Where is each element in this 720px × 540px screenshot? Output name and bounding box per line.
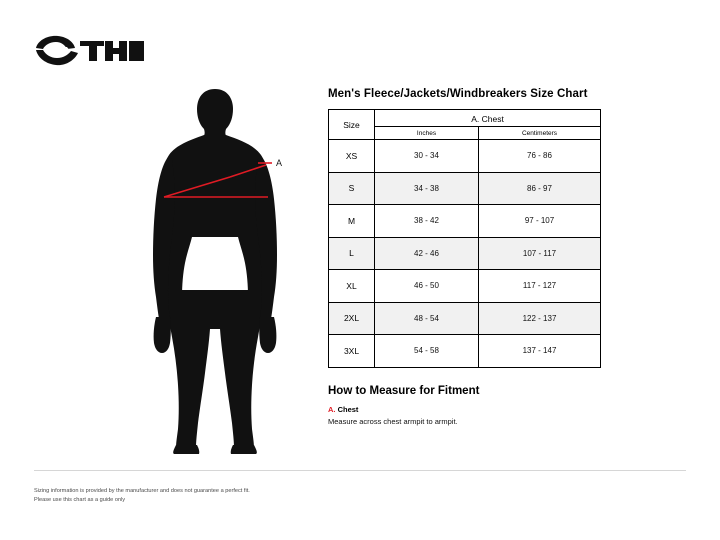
- size-chart-panel: [328, 88, 680, 426]
- page-title: Men's Fleece/Jackets/Windbreakers Size Chart: [328, 88, 588, 100]
- cell-centimeters: 117 - 127: [479, 270, 601, 303]
- table-row: [329, 140, 601, 173]
- cell-centimeters: 76 - 86: [479, 140, 601, 173]
- measurement-figure: [120, 85, 310, 455]
- header-unit-centimeters: Centimeters: [479, 127, 601, 140]
- table-header-group-row: [329, 110, 601, 127]
- size-chart-table: [328, 109, 601, 368]
- how-to-measure-title: How to Measure for Fitment: [328, 384, 480, 397]
- brand-logo: [34, 34, 144, 68]
- header-size: Size: [329, 110, 375, 140]
- cell-size: M: [329, 205, 375, 238]
- header-unit-inches: Inches: [375, 127, 479, 140]
- cell-inches: 42 - 46: [375, 237, 479, 270]
- chest-callout-label: A: [276, 158, 283, 168]
- cell-centimeters: 122 - 137: [479, 302, 601, 335]
- cell-inches: 30 - 34: [375, 140, 479, 173]
- cell-centimeters: 107 - 117: [479, 237, 601, 270]
- table-row: [329, 205, 601, 238]
- cell-inches: 54 - 58: [375, 335, 479, 368]
- measure-marker: A.: [328, 404, 336, 414]
- footer-divider: [34, 470, 686, 471]
- measure-label: Chest: [337, 404, 359, 414]
- table-row: [329, 172, 601, 205]
- cell-inches: 38 - 42: [375, 205, 479, 238]
- how-to-measure-item-description: Measure across chest armpit to armpit.: [328, 416, 458, 426]
- table-row: [329, 270, 601, 303]
- cell-inches: 34 - 38: [375, 172, 479, 205]
- male-torso-silhouette: [153, 89, 277, 454]
- cell-size: XS: [329, 140, 375, 173]
- cell-size: XL: [329, 270, 375, 303]
- cell-size: 3XL: [329, 335, 375, 368]
- table-row: [329, 237, 601, 270]
- cell-size: 2XL: [329, 302, 375, 335]
- footer-line-1: Sizing information is provided by the manufacturer and does not guarantee a perfect fit.: [34, 488, 250, 494]
- cell-centimeters: 137 - 147: [479, 335, 601, 368]
- table-row: [329, 335, 601, 368]
- cell-inches: 48 - 54: [375, 302, 479, 335]
- cell-centimeters: 86 - 97: [479, 172, 601, 205]
- cell-size: S: [329, 172, 375, 205]
- table-row: [329, 302, 601, 335]
- footer-disclaimer: [34, 487, 454, 504]
- header-measure-group: A. Chest: [375, 110, 601, 127]
- cell-centimeters: 97 - 107: [479, 205, 601, 238]
- cell-size: L: [329, 237, 375, 270]
- cell-inches: 46 - 50: [375, 270, 479, 303]
- footer-line-2: Please use this chart as a guide only: [34, 496, 126, 503]
- thor-helmet-icon: [34, 34, 144, 68]
- how-to-measure-item-label: [328, 405, 680, 414]
